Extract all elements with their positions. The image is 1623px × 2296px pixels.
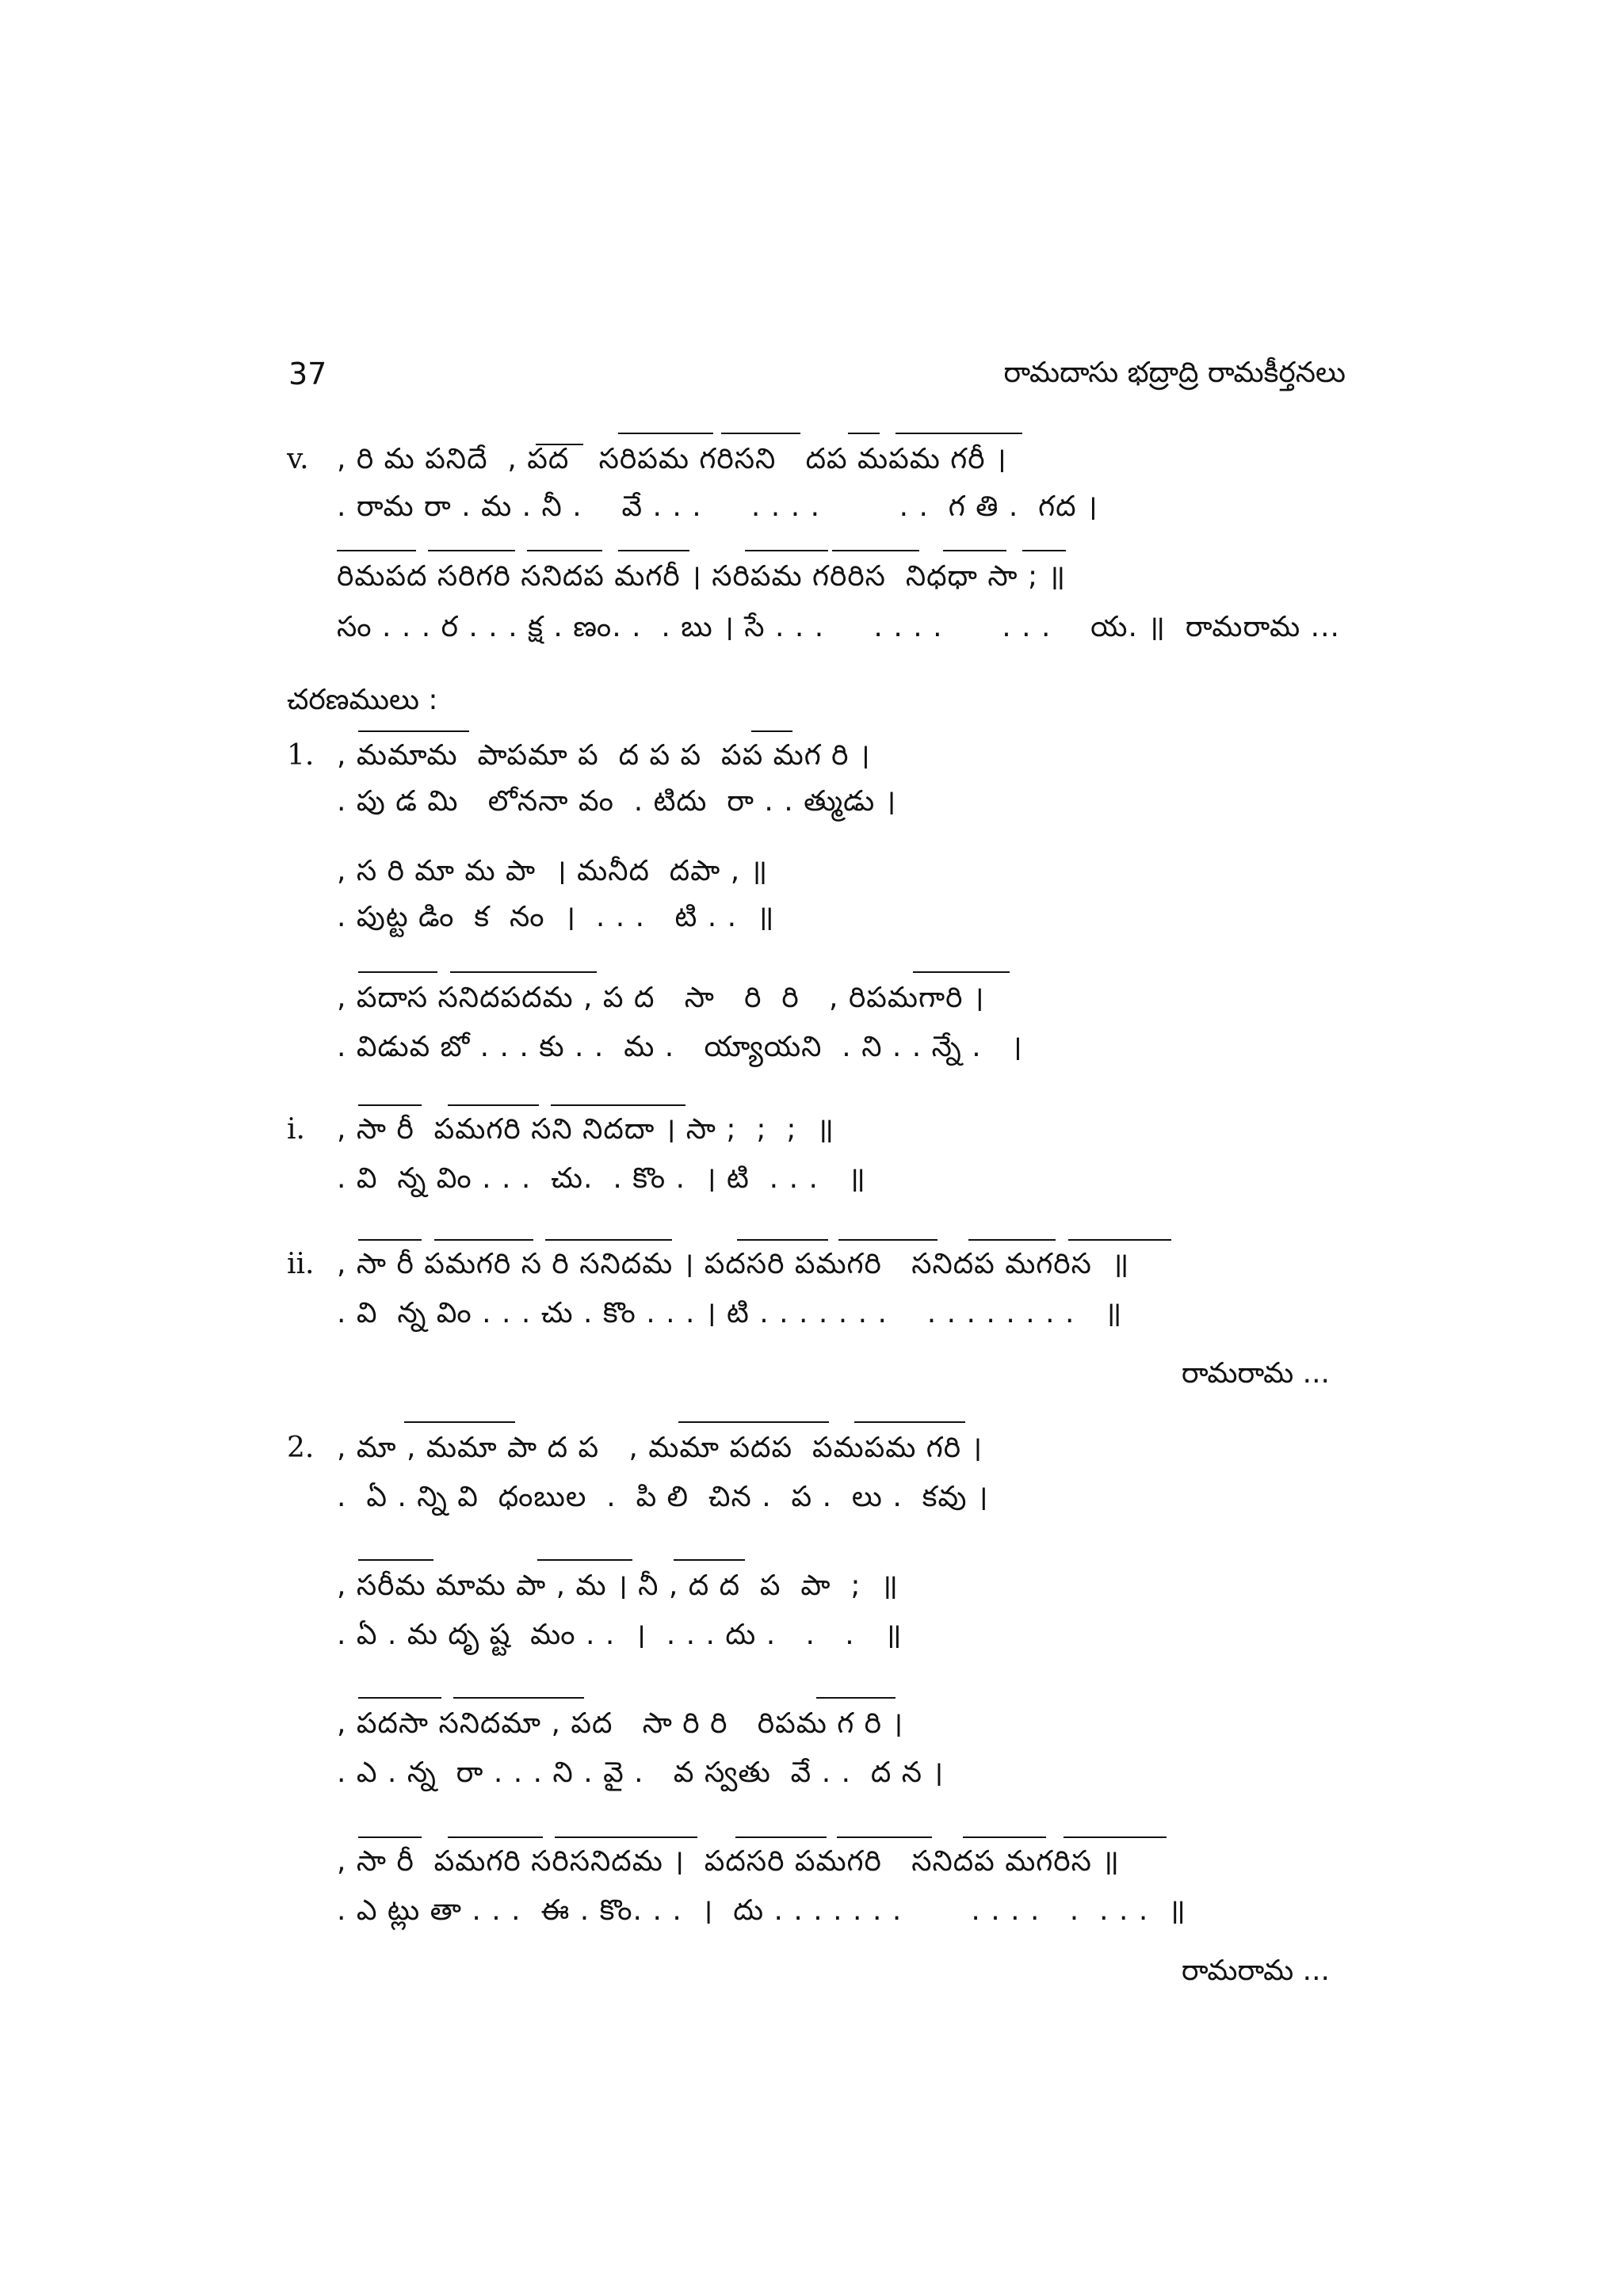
overline [453,1697,584,1699]
overline [674,1559,745,1561]
overline [1022,550,1066,551]
overline [545,1239,672,1241]
overline [735,1836,827,1838]
overline [913,971,1010,973]
overline [618,550,689,551]
sangati-ii-swara: , సా రీ పమగరి స రి సనిదమ । పదసరి పమగరి సనిదప మగరిస ॥ [337,1248,1130,1280]
overline [896,433,1022,434]
charanam-2-label: 2. [287,1432,315,1464]
charanam-2-sahitya-2: . ఏ . మ దృ ష్ట మం . . । . . . దు . . . ॥ [337,1619,903,1651]
sangati-i-sahitya: . వి న్న విం . . . చు. . కొం . । టి . . . ॥ [337,1162,866,1195]
block-v-sahitya-2: సం . . . ర . . . క్ష . ణం. . . బు । సే . . . . . . . . . . య. ॥ రామరామ ... [337,611,1340,643]
sangati-i-label: i. [287,1113,305,1146]
overline [527,550,602,551]
overline [816,1697,896,1699]
overline [854,1421,965,1423]
charanam-2-swara-1: , మా , మమా పా ద ప , మమా పదప పమపమ గరి । [337,1432,983,1464]
overline [837,1836,932,1838]
overline [358,1104,422,1106]
overline [358,730,469,732]
charanam-1-sahitya-1: . పు డ మి లోననా వం . టిదు రా . . త్ముడు । [337,785,897,818]
overline [1068,1239,1171,1241]
charanam-2-swara-4: , సా రీ పమగరి సరిసనిదమ । పదసరి పమగరి సనిదప మగరిస ॥ [337,1845,1120,1878]
overline [448,1836,543,1838]
block-v-swara-2: రిమపద సరిగరి సనిదప మగరీ । సరిపమ గరిరిస నిధధా సా ; ॥ [337,560,1067,593]
overline [450,971,597,973]
overline [428,550,515,551]
overline [737,1239,828,1241]
overline [745,550,828,551]
overline [751,730,792,732]
overline [358,1697,441,1699]
overline [551,1104,685,1106]
overline [358,1836,422,1838]
overline [555,1836,697,1838]
overline [358,971,437,973]
charanam-2-sahitya-3: . ఎ . న్న రా . . . ని . వై . వ స్వతు వే . . ద న । [337,1756,945,1789]
page-number: 37 [288,357,327,391]
overline [404,1421,515,1423]
charanam-2-sahitya-4: . ఎ ట్లు తా . . . ఈ . కొం. . . । దు . . . . . . . . . . . . . . . ॥ [337,1894,1186,1927]
charanam-2-swara-3: , పదసా సనిదమా , పద సా రి రి రిపమ గ రి । [337,1707,904,1740]
overline [943,550,1006,551]
overline [618,433,713,434]
overline [434,1239,533,1241]
overline [337,550,416,551]
block-v-label: v. [287,443,309,475]
overline [358,1559,433,1561]
overline [537,1559,632,1561]
charanam-1-swara-2: , స రి మా మ పా । మనీద దపా , ॥ [337,855,769,887]
sangati-ii-label: ii. [287,1248,315,1280]
charanam-1-swara-1: , మమామ పాపమా ప ద ప ప పప మగ రి । [337,739,871,772]
sangati-i-swara: , సా రీ పమగరి సని నిదదా । సా ; ; ; ॥ [337,1113,834,1146]
block-v-swara-1: , రి మ పనిదే , పద సరిపమ గరిసని దప మపమ గరీ । [337,443,1007,475]
sangati-ii-sahitya: . వి న్న విం . . . చు . కొం . . . । టి . . . . . . . . . . . . . . . ॥ [337,1297,1123,1329]
block-v-sahitya-1: . రామ రా . మ . నీ . వే . . . . . . . . . గ తి . గద । [337,490,1098,523]
overline [448,1104,539,1106]
overline [838,1239,938,1241]
overline [358,1239,422,1241]
overline [678,1421,829,1423]
charanam-1-sahitya-3: . విడువ బో . . . కు . . మ . య్యాయని . ని . . న్నే . । [337,1031,1023,1063]
charanam-1-swara-3: , పదాస సనిదపదమ , ప ద సా రి రి , రిపమగారి । [337,982,985,1014]
overline [968,1239,1056,1241]
overline [963,1836,1046,1838]
charanam-heading: చరణములు : [287,684,438,716]
charanam-2-refrain: రామరామ ... [1181,1955,1330,1987]
overline [721,433,800,434]
overline [832,550,919,551]
charanam-2-sahitya-1: . ఏ . న్ని వి ధంబుల . పి లి చిన . ప . లు . కవు । [337,1481,989,1513]
charanam-2-swara-2: , సరీమ మామ పా , మ । నీ , ద ద ప పా ; ॥ [337,1569,899,1602]
charanam-1-label: 1. [287,739,315,772]
overline [848,433,880,434]
overline [1064,1836,1167,1838]
charanam-1-sahitya-2: . పుట్ట డిం క నం । . . . టి . . ॥ [337,901,775,933]
book-title: రామదాసు భద్రాద్రి రామకీర్తనలు [1003,357,1346,389]
sangati-ii-refrain: రామరామ ... [1181,1357,1330,1390]
